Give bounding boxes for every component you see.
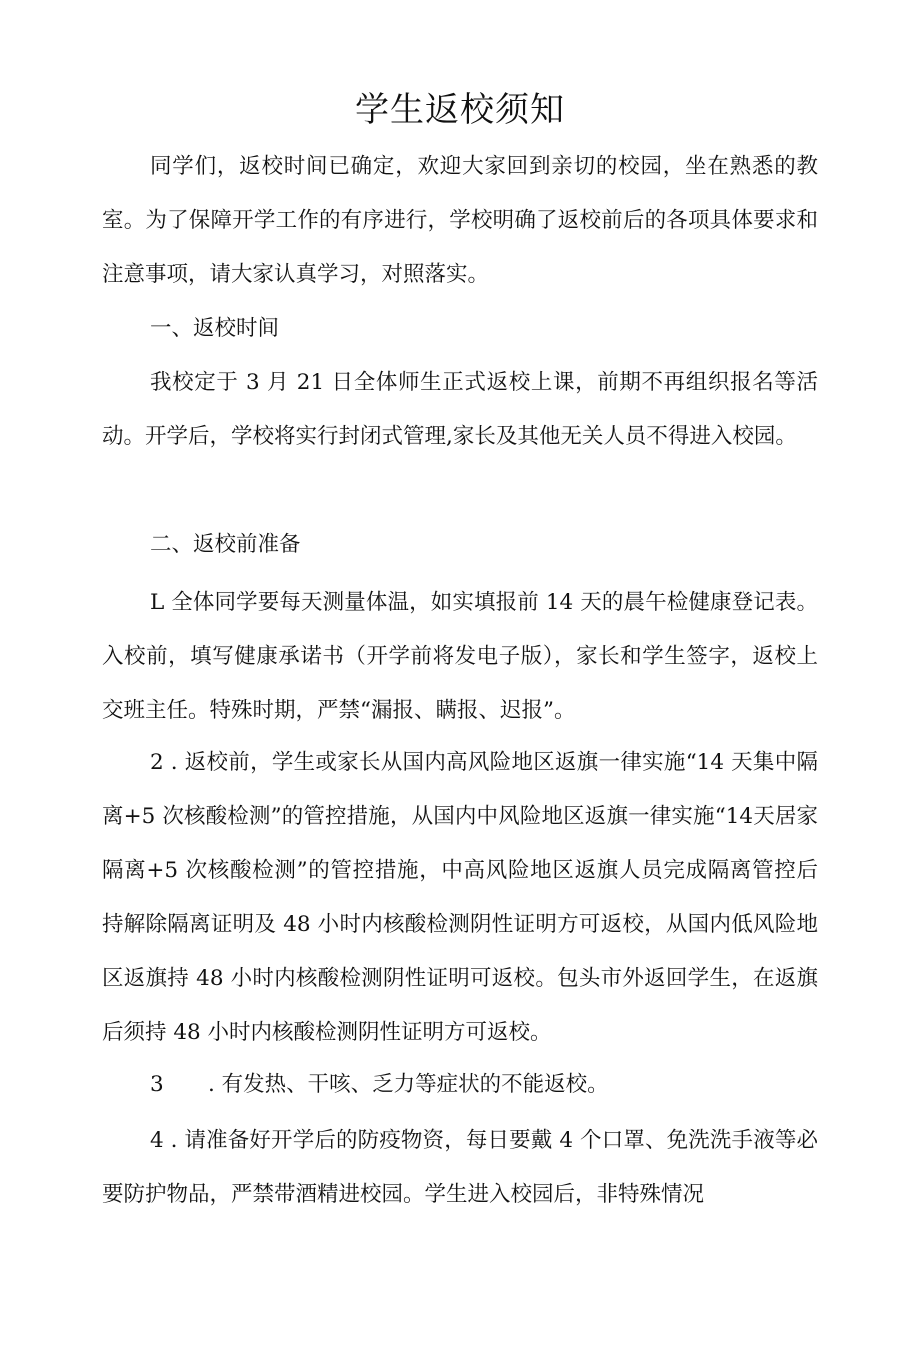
item2-paragraph: 2 . 返校前，学生或家长从国内高风险地区返旗一律实施“14 天集中隔离+5 次核酸检测”的管控措施，从国内中风险地区返旗一律实施“14天居家隔离+5 次核酸检测”的管控措施，中高风险地区返旗人员完成隔离管控后持解除隔离证明及 48 小时内核酸检测阴性证明方可返校，从国内低风险地区返旗持 48 小时内核酸检测阴性证明可返校。包头市外返回学生，在返旗后须持 48 小时内核酸检测阴性证明方可返校。 [102, 750, 818, 1045]
item3-text: . 有发热、干咳、乏力等症状的不能返校。 [208, 1072, 609, 1097]
item4-paragraph: 4 . 请准备好开学后的防疫物资，每日要戴 4 个口罩、免洗洗手液等必要防护物品，严禁带酒精进校园。学生进入校园后，非特殊情况 [102, 1128, 818, 1207]
item1-paragraph: L 全体同学要每天测量体温，如实填报前 14 天的晨午检健康登记表。入校前，填写健康承诺书（开学前将发电子版），家长和学生签字，返校上交班主任。特殊时期，严禁“漏报、瞒报、迟报”。 [102, 590, 818, 723]
section1-heading: 一、返校时间 [150, 316, 280, 341]
intro-paragraph: 同学们，返校时间已确定，欢迎大家回到亲切的校园，坐在熟悉的教室。为了保障开学工作的有序进行，学校明确了返校前后的各项具体要求和注意事项，请大家认真学习，对照落实。 [102, 154, 818, 287]
item3-paragraph [150, 1058, 609, 1112]
section2-heading: 二、返校前准备 [150, 532, 301, 557]
document-title: 学生返校须知 [355, 90, 565, 130]
section1-paragraph: 我校定于 3 月 21 日全体师生正式返校上课，前期不再组织报名等活动。开学后，学校将实行封闭式管理,家长及其他无关人员不得进入校园。 [102, 370, 818, 449]
item3-number: 3 [150, 1072, 164, 1097]
